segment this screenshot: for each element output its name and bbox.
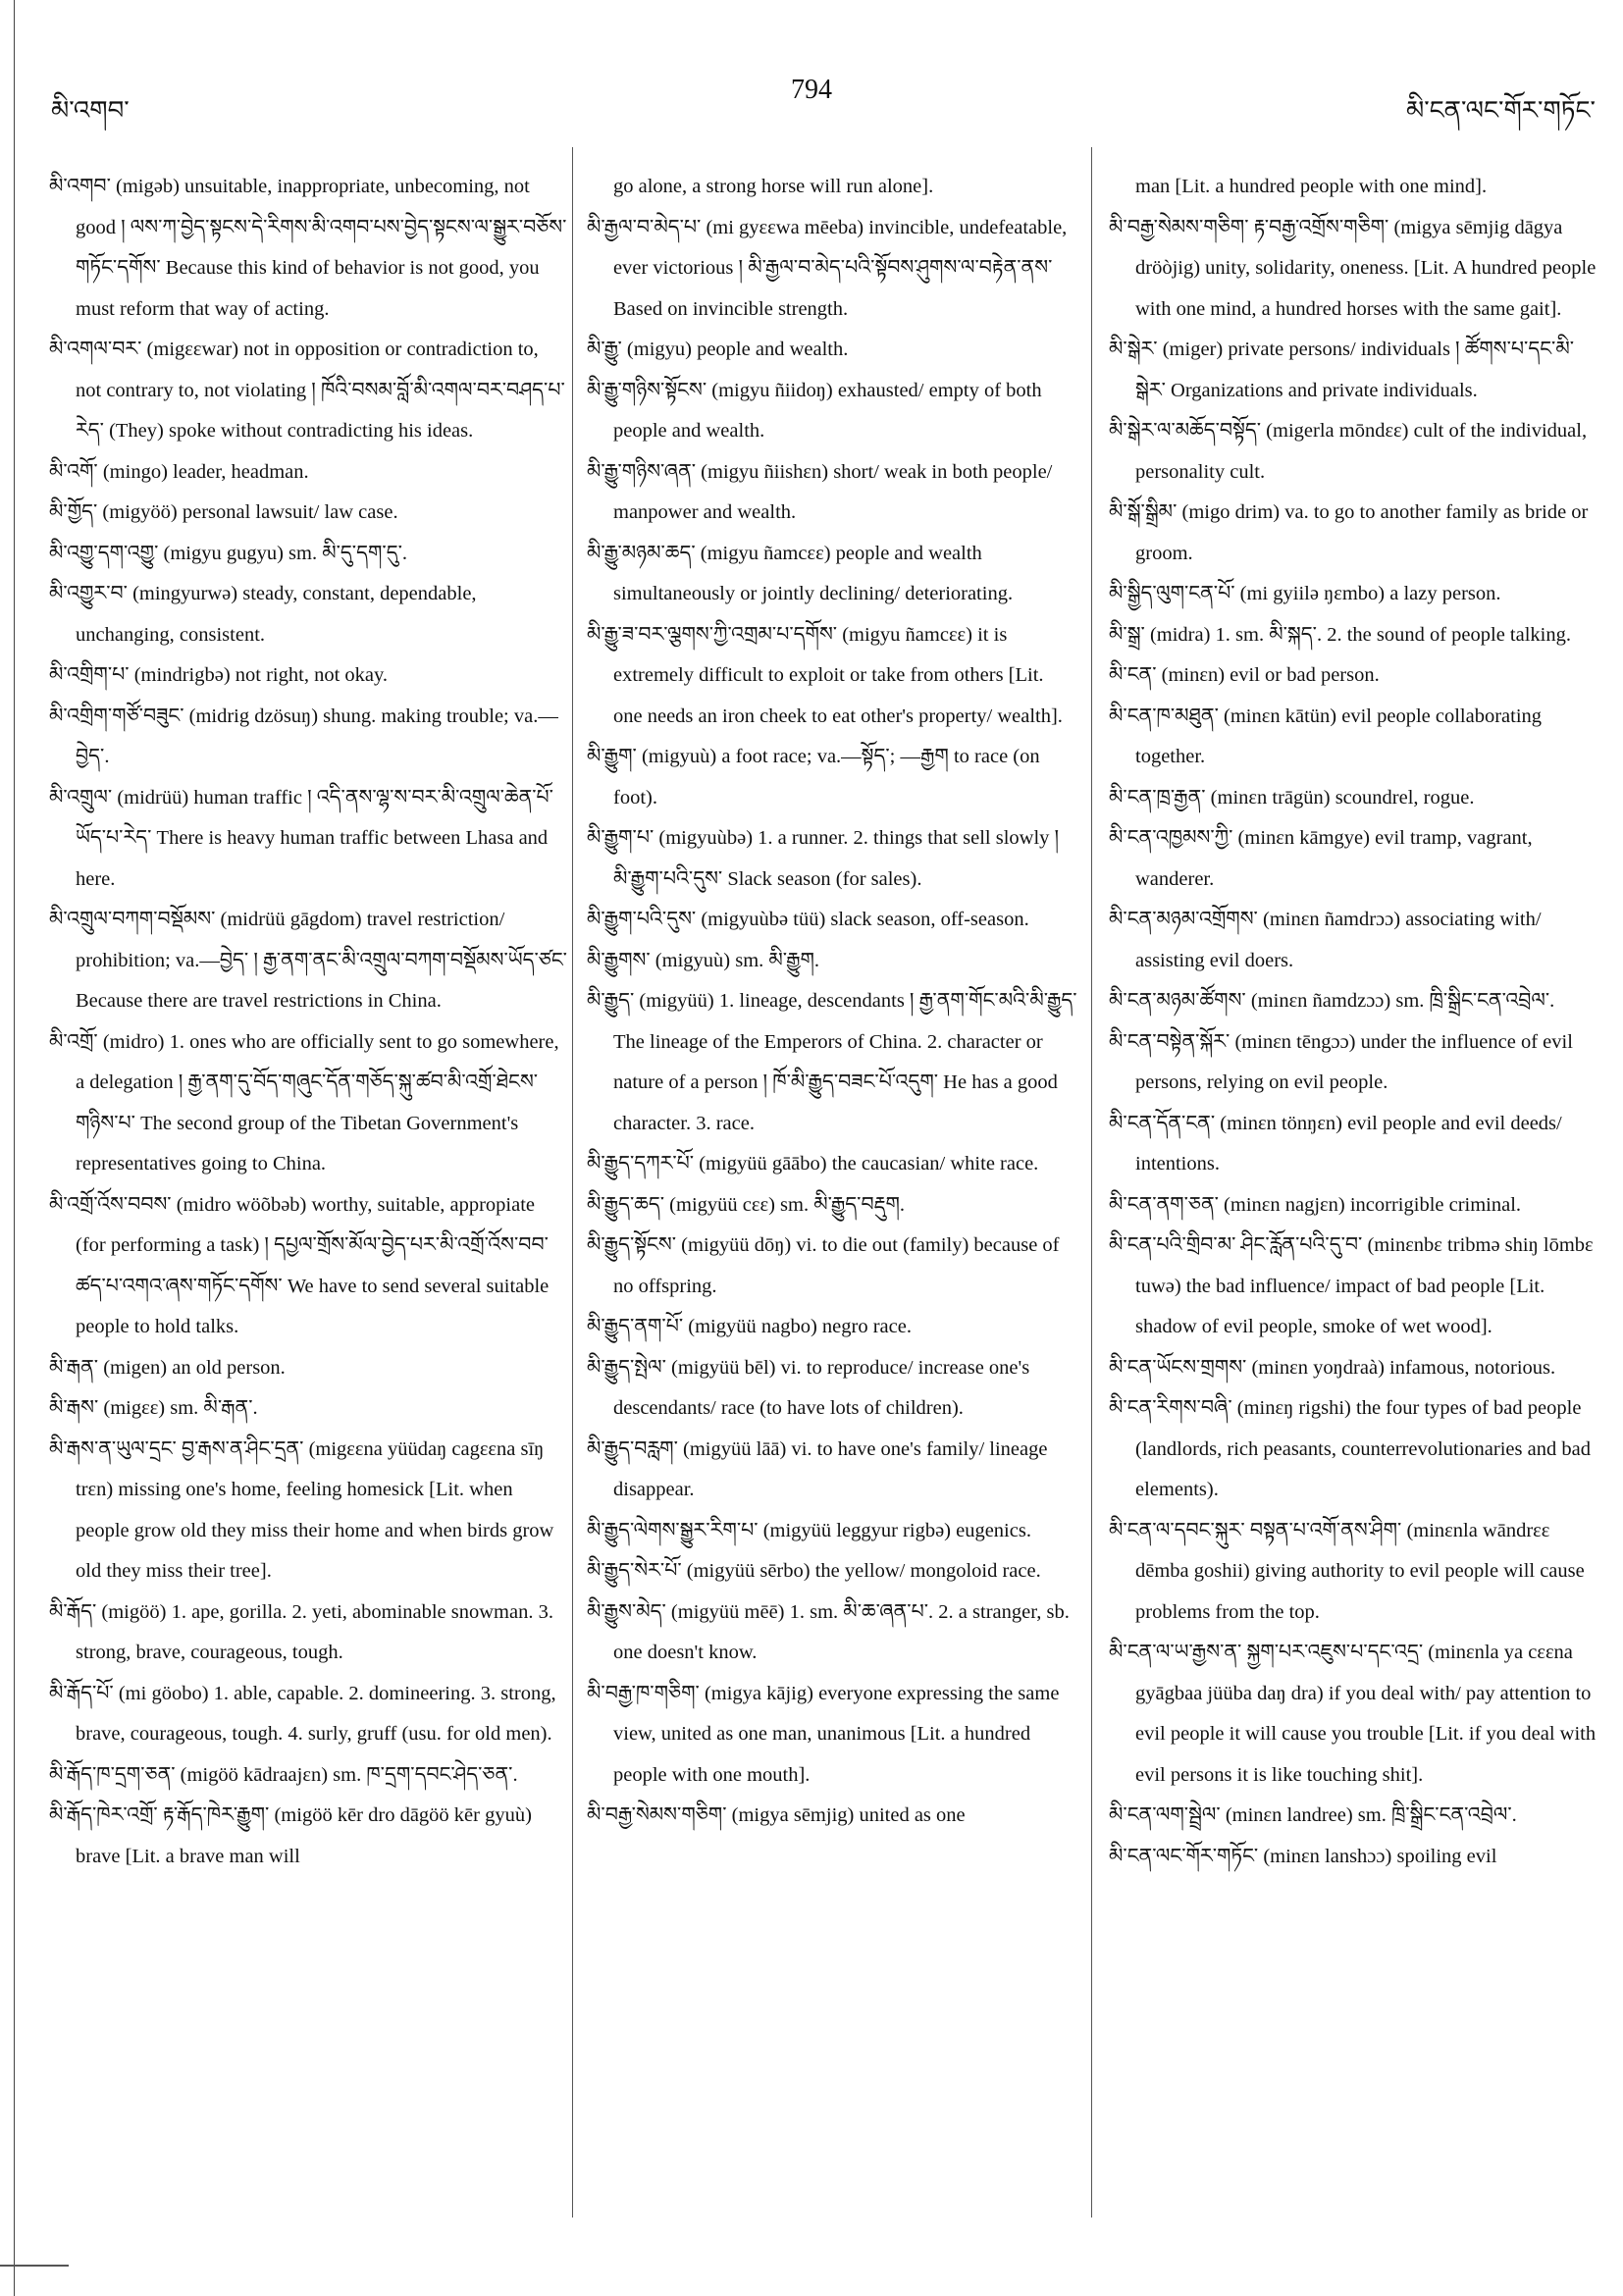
dictionary-entry: མི་རྒྱུད་སྤེལ་ (migyüü bēl) vi. to reproduce/ increase one's descendants/ race (to have lots of children). — [587, 1356, 1030, 1419]
dictionary-entry: མི་ངན་ལ་དབང་སྐུར་ བསྟན་པ་འགོ་ནས་ཤིག་ (minɛnla wāndrɛɛ dēmba goshii) giving authority to evil people will cause problems from the top. — [1109, 1519, 1585, 1623]
dictionary-entry: མི་རྒྱུ་ (migyu) people and wealth. — [587, 339, 849, 360]
dictionary-entry: མི་འགོ་ (mingo) leader, headman. — [49, 460, 309, 483]
dictionary-entry: མི་ངན་ལ་ཡ་རྒྱས་ན་ སྐྱག་པར་འཇུས་པ་དང་འདྲ་ (minɛnla ya cɛɛna gyāgbaa jüüba daŋ dra) if you deal with/ pay attention to evil people it will cause you trouble [Lit. if you deal with evil persons it is like touching shit]. — [1109, 1642, 1597, 1786]
dictionary-entry: མི་རྒྱུག་པའི་དུས་ (migyuùbə tüü) slack season, off-season. — [587, 909, 1029, 930]
dictionary-entry: མི་ངན་ལག་སྦྲེལ་ (minɛn landree) sm. ཁྲི་སྒྲིང་ངན་འབྲེལ་. — [1109, 1804, 1517, 1826]
page-number: 794 — [791, 75, 832, 105]
dictionary-entry: མི་རྒྱུས་མེད་ (migyüü mēē) 1. sm. མི་ཆ་ཞན་པ་. 2. a stranger, sb. one doesn't know. — [587, 1600, 1070, 1663]
column-divider — [572, 147, 573, 2218]
dictionary-entry: མི་སྒྱིད་ལུག་ངན་པོ་ (mi gyiilə ŋɛmbo) a lazy person. — [1109, 583, 1501, 604]
dictionary-entry: མི་རྒྱུད་ཆད་ (migyüü cɛɛ) sm. མི་རྒྱུད་བརྡུག. — [587, 1193, 906, 1216]
dictionary-entry: མི་ངན་ཁྲ་རྒྱན་ (minɛn trāgün) scoundrel, rogue. — [1109, 786, 1475, 809]
dictionary-entry: མི་རྒོད་ཁ་དྲག་ཅན་ (migöö kādraajɛn) sm. ཁ་དྲག་དབང་ཤེད་ཅན་. — [49, 1763, 518, 1786]
dictionary-entry: མི་འགྱུར་བ་ (mingyurwə) steady, constant, dependable, unchanging, consistent. — [49, 583, 477, 646]
dictionary-entry: མི་རྒྱུད་ནག་པོ་ (migyüü nagbo) negro race. — [587, 1316, 912, 1337]
dictionary-entry: མི་ངན་འཁྱམས་ཀྱི་ (minɛn kāmgye) evil tramp, vagrant, wanderer. — [1109, 827, 1533, 890]
dictionary-entry: མི་ངན་དོན་ངན་ (minɛn tönŋɛn) evil people and evil deeds/ intentions. — [1109, 1112, 1562, 1174]
dictionary-entry: མི་ངན་པའི་གྲིབ་མ་ ཤིང་རློན་པའི་དུ་བ་ (minɛnbɛ tribmə shiŋ lōmbɛ tuwə) the bad influence/ impact of bad people [Lit. shadow of evil people, smoke of wet wood]. — [1109, 1234, 1594, 1337]
dictionary-entry: མི་རྒོད་ (migöö) 1. ape, gorilla. 2. yeti, abominable snowman. 3. strong, brave, courageous, tough. — [49, 1600, 553, 1663]
dictionary-entry: མི་རྒྱལ་བ་མེད་པ་ (mi gyɛɛwa mēeba) invincible, undefeatable, ever victorious ། མི་རྒྱལ་བ་མེད་པའི་སྟོབས་ཤུགས་ལ་བརྟེན་ནས་ Based on invincible strength. — [587, 216, 1068, 320]
page-edge-rule — [14, 0, 15, 2296]
dictionary-entry: མི་འགྲུལ་ (midrüü) human traffic ། འདི་ནས་ལྷ་ས་བར་མི་འགྲུལ་ཆེན་པོ་ཡོད་པ་རེད་ There is heavy human traffic between Lhasa and here. — [49, 786, 553, 890]
dictionary-entry: མི་འགྱུ་དག་འགྱུ་ (migyu gugyu) sm. མི་དུ་དག་དུ་. — [49, 542, 407, 564]
dictionary-entry: མི་འགབ་ (migəb) unsuitable, inappropriate, unbecoming, not good ། ལས་ཀ་བྱེད་སྟངས་དེ་རིགས་མི་འགབ་པས་བྱེད་སྟངས་ལ་སྒྱུར་བཅོས་གཏོང་དགོས་ Because this kind of behavior is not good, you must reform that way of acting. — [49, 176, 567, 320]
page-header — [0, 69, 1623, 128]
dictionary-entry: མི་བརྒྱ་ཁ་གཅིག་ (migya kājig) everyone expressing the same view, united as one man, unanimous [Lit. a hundred people with one mouth]. — [587, 1682, 1060, 1786]
dictionary-entry: མི་འགལ་བར་ (migɛɛwar) not in opposition or contradiction to, not contrary to, not violating ། ཁོའི་བསམ་བློ་མི་འགལ་བར་བཤད་པ་རེད་ (They) spoke without contradicting his ideas. — [49, 339, 565, 442]
dictionary-entry: མི་འགྲོ་འོས་བབས་ (midro wöõbəb) worthy, suitable, appropiate (for performing a task) ། དཔྱལ་གྲོས་མོལ་བྱེད་པར་མི་འགྲོ་འོས་བབ་ཚད་པ་འགའ་ཞས་གཏོང་དགོས་ We have to send several suitable people to hold talks. — [49, 1193, 550, 1337]
dictionary-entry: མི་བརྒྱ་སེམས་གཅིག་ རྟ་བརྒྱ་འགྲོས་གཅིག་ (migya sēmjig dāgya dröòjig) unity, solidarity, oneness. [Lit. A hundred people with one mind, a hundred horses with the same gait]. — [1109, 216, 1597, 320]
dictionary-entry: མི་འགྲུལ་བཀག་བསྡོམས་ (midrüü gāgdom) travel restriction/ prohibition; va.—བྱེད་ ། རྒྱ་ནག་ནང་མི་འགྲུལ་བཀག་བསྡོམས་ཡོད་ཙང་ Because there are travel restrictions in China. — [49, 909, 567, 1012]
dictionary-entry: མི་རྒྱུད་ (migyüü) 1. lineage, descendants ། རྒྱ་ནག་གོང་མའི་མི་རྒྱུད་ The lineage of the Emperors of China. 2. character or nature of a person ། ཁོ་མི་རྒྱུད་བཟང་པོ་འདུག་ He has a good character. 3. race. — [587, 990, 1077, 1134]
dictionary-entry: མི་རྒྱུད་བརླག་ (migyüü lāā) vi. to have one's family/ lineage disappear. — [587, 1437, 1048, 1500]
scan-edge-mark — [0, 2265, 69, 2267]
dictionary-entry: མི་རྒྱུ་ཟ་བར་ལྕགས་ཀྱི་འགྲམ་པ་དགོས་ (migyu ñamcɛɛ) it is extremely difficult to exploit or take from others [Lit. one needs an iron cheek to eat other's property/ wealth]. — [587, 623, 1063, 727]
right-running-headword: མི་ངན་ལང་གོར་གཏོང་ — [1405, 96, 1596, 125]
dictionary-entry: མི་སྒྲ་ (midra) 1. sm. མི་སྐད་. 2. the sound of people talking. — [1109, 623, 1571, 646]
dictionary-entry: མི་རྒྱུད་དཀར་པོ་ (migyüü gāābo) the caucasian/ white race. — [587, 1153, 1039, 1174]
dictionary-entry: མི་རྒོད་ཁེར་འགྲོ་ རྟ་རྒོད་ཁེར་རྒྱུག་ (migöö kēr dro dāgöö kēr gyuù) brave [Lit. a brave man will — [49, 1804, 532, 1867]
column-2 — [587, 167, 1077, 1837]
dictionary-entry: མི་ངན་ (minɛn) evil or bad person. — [1109, 664, 1380, 686]
dictionary-entry: མི་སྒེར་ལ་མཆོད་བསྟོད་ (migerla mōndɛɛ) cult of the individual, personality cult. — [1109, 420, 1588, 483]
dictionary-entry: མི་བརྒྱ་སེམས་གཅིག་ (migya sēmjig) united as one — [587, 1804, 966, 1826]
dictionary-entry-continued: go alone, a strong horse will run alone]. — [613, 176, 934, 197]
dictionary-entry: མི་སྒོ་སྒྲིམ་ (migo drim) va. to go to another family as bride or groom. — [1109, 501, 1589, 564]
dictionary-entry: མི་རྒྱུ་གཉིས་ཞན་ (migyu ñiishɛn) short/ weak in both people/ manpower and wealth. — [587, 460, 1053, 523]
dictionary-entry: མི་རྒྱུད་སེར་པོ་ (migyüü sērbo) the yellow/ mongoloid race. — [587, 1560, 1041, 1582]
left-running-headword: མི་འགབ་ — [51, 96, 130, 125]
dictionary-entry: མི་རྒས་ན་ཡུལ་དྲང་ བྱ་རྒས་ན་ཤིང་དྲན་ (migɛɛna yüüdaŋ cagɛɛna sīŋ trɛn) missing one's home, feeling homesick [Lit. when people grow old they miss their home and when birds grow old they miss their tree]. — [49, 1437, 554, 1582]
dictionary-entry: མི་རྒས་ (migɛɛ) sm. མི་རྒན་. — [49, 1397, 258, 1419]
dictionary-entry: མི་རྒན་ (migen) an old person. — [49, 1356, 286, 1379]
dictionary-entry: མི་འགྲོ་ (midro) 1. ones who are officially sent to go somewhere, a delegation ། རྒྱ་ནག་དུ་བོད་གཞུང་དོན་གཅོད་སྐུ་ཚབ་མི་འགྲོ་ཐེངས་གཉིས་པ་ The second group of the Tibetan Government's representatives going to China. — [49, 1030, 559, 1174]
dictionary-entry: མི་འགྲིག་པ་ (mindrigbə) not right, not okay. — [49, 664, 389, 686]
dictionary-entry: མི་རྒྱུག་ (migyuù) a foot race; va.—སྟོད་; —རྒྱག to race (on foot). — [587, 746, 1040, 809]
dictionary-entry: མི་རྒྱུད་སྟོངས་ (migyüü dōŋ) vi. to die out (family) because of no offspring. — [587, 1234, 1060, 1297]
dictionary-entry: མི་ངན་ཡོངས་གྲགས་ (minɛn yoŋdraà) infamous, notorious. — [1109, 1356, 1556, 1379]
dictionary-entry: མི་ངན་མཉམ་ཚོགས་ (minɛn ñamdzɔɔ) sm. ཁྲི་སྒྲིང་ངན་འབྲེལ་. — [1109, 990, 1555, 1012]
dictionary-entry: མི་རྒྱུ་གཉིས་སྟོངས་ (migyu ñiidoŋ) exhausted/ empty of both people and wealth. — [587, 379, 1042, 442]
column-divider — [1091, 147, 1092, 2218]
dictionary-entry: མི་ངན་ལང་གོར་གཏོང་ (minɛn lanshɔɔ) spoiling evil — [1109, 1845, 1497, 1867]
column-3 — [1109, 167, 1599, 1877]
dictionary-entry-continued: man [Lit. a hundred people with one mind]. — [1135, 176, 1488, 197]
dictionary-entry: མི་ངན་རིགས་བཞི་ (minɛŋ rigshi) the four types of bad people (landlords, rich peasants, counterrevolutionaries and bad elements). — [1109, 1397, 1591, 1500]
dictionary-entry: མི་གྱོད་ (migyöö) personal lawsuit/ law case. — [49, 501, 398, 523]
dictionary-entry: མི་ངན་མཉམ་འགྲོགས་ (minɛn ñamdrɔɔ) associating with/ assisting evil doers. — [1109, 909, 1542, 971]
dictionary-entry: མི་འགྲིག་གཙོ་བཟུང་ (midrig dzösuŋ) shung. making trouble; va.—བྱེད་. — [49, 704, 558, 767]
dictionary-entry: མི་ངན་ཁ་མཐུན་ (minɛn kātün) evil people collaborating together. — [1109, 704, 1543, 767]
dictionary-entry: མི་ངན་བསྟེན་སྐོར་ (minɛn tēngɔɔ) under the influence of evil persons, relying on evil people. — [1109, 1030, 1573, 1093]
dictionary-entry: མི་རྒོད་པོ་ (mi göobo) 1. able, capable. 2. domineering. 3. strong, brave, courageous, tough. 4. surly, gruff (usu. for old men). — [49, 1682, 556, 1745]
dictionary-entry: མི་རྒྱུད་ལེགས་སྒྱུར་རིག་པ་ (migyüü leggyur rigbə) eugenics. — [587, 1519, 1031, 1541]
dictionary-entry: མི་རྒྱུ་མཉམ་ཆད་ (migyu ñamcɛɛ) people and wealth simultaneously or jointly declining/ deteriorating. — [587, 542, 1014, 604]
dictionary-entry: མི་ངན་ནག་ཅན་ (minɛn nagjɛn) incorrigible criminal. — [1109, 1193, 1522, 1216]
column-1 — [49, 167, 569, 1877]
dictionary-entry: མི་རྒྱུག་པ་ (migyuùbə) 1. a runner. 2. things that sell slowly ། མི་རྒྱུག་པའི་དུས་ Slack season (for sales). — [587, 827, 1060, 890]
dictionary-entry: མི་སྒེར་ (miger) private persons/ individuals ། ཚོགས་པ་དང་མི་སྒེར་ Organizations and private individuals. — [1109, 339, 1575, 401]
dictionary-entry: མི་རྒྱུགས་ (migyuù) sm. མི་རྒྱུག. — [587, 949, 820, 971]
